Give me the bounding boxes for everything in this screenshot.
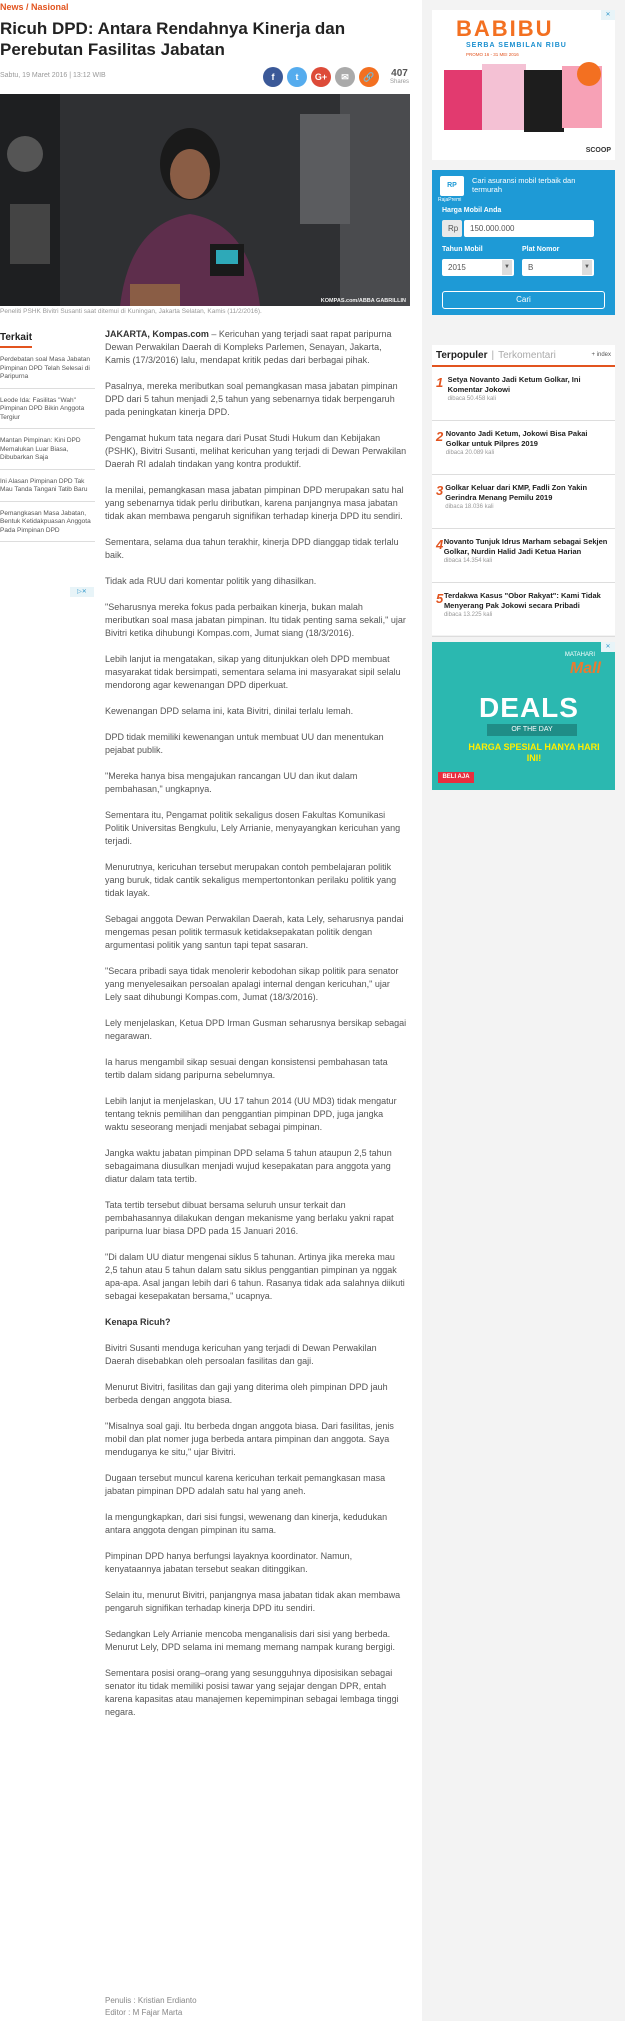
plate-value: B: [528, 263, 534, 272]
popular-item[interactable]: [432, 421, 615, 475]
rajapremi-label: RajaPremi: [438, 197, 462, 203]
share-count-label: Shares: [390, 79, 410, 85]
scoop-logo: SCOOP: [585, 147, 611, 154]
popular-rank: 4: [436, 537, 444, 552]
related-heading: Terkait: [0, 332, 32, 348]
popular-widget: [432, 345, 615, 635]
popular-text: [445, 483, 611, 523]
year-select[interactable]: [442, 259, 514, 276]
editor-credit: Editor : M Fajar Marta: [105, 2008, 183, 2017]
chevron-down-icon: ▼: [502, 260, 512, 275]
article-paragraph: Lely menjelaskan, Ketua DPD Irman Gusman seharusnya bersikap sebagai negarawan.: [105, 1018, 407, 1041]
twitter-share-icon[interactable]: t: [287, 67, 307, 87]
babibu-logo: BABIBU: [456, 16, 554, 41]
article-paragraph: Pasalnya, mereka meributkan soal pemangkasan masa jabatan pimpinan DPD dari 5 tahun menjadi 2,5 tahun yang sebenarnya tidak berpengaruh pada peningkatan kinerja DPD.: [105, 381, 398, 417]
popular-item[interactable]: [432, 529, 615, 583]
article-paragraph: "Secara pribadi saya tidak menolerir kebodohan sikap politik para senator yang menyelesaikan persoalan apalagi internal dengan kericuhan," ujar Lely saat dihubungi Kompas.com, Jumat (18/3/2016).: [105, 966, 399, 1002]
photo-illustration: [0, 94, 410, 306]
ad-close-icon[interactable]: ✕: [601, 10, 615, 20]
article-paragraph: Menurut Bivitri, fasilitas dan gaji yang diterima oleh pimpinan DPD jauh berbeda dengan anggota biasa.: [105, 1382, 388, 1405]
babibu-ad[interactable]: [432, 10, 615, 160]
popular-item[interactable]: [432, 583, 615, 637]
popular-title[interactable]: Terdakwa Kasus "Obor Rakyat": Kami Tidak Menyerang Pak Jokowi secara Pribadi: [443, 591, 601, 610]
related-link[interactable]: Pemangkasan Masa Jabatan, Bentuk Ketidakpuasan Anggota Pada Pimpinan DPD: [0, 502, 95, 543]
article-paragraph: "Seharusnya mereka fokus pada perbaikan kinerja, bukan malah meributkan soal masa jabatan pimpinan. Itu tidak penting sama sekali," ujar Bivitri ketika dihubungi Kompas.com, Jumat siang (18/3/2016).: [105, 602, 406, 638]
photo-credit: KOMPAS.com/ABBA GABRILLIN: [320, 298, 406, 304]
popular-rank: 5: [436, 591, 444, 606]
deals-text: DEALS: [479, 692, 579, 723]
article-body: [105, 328, 407, 1732]
popular-text: [444, 537, 611, 577]
googleplus-share-icon[interactable]: G+: [311, 67, 331, 87]
article-lead: [105, 328, 407, 367]
popular-read-count: dibaca 20.089 kali: [445, 450, 495, 456]
index-link[interactable]: + index: [591, 352, 611, 358]
article-paragraph: Bivitri Susanti menduga kericuhan yang terjadi di Dewan Perwakilan Daerah disebabkan oleh persoalan fasilitas dan gaji.: [105, 1343, 377, 1366]
facebook-share-icon[interactable]: f: [263, 67, 283, 87]
article-paragraph: Kewenangan DPD selama ini, kata Bivitri, dinilai terlalu lemah.: [105, 706, 354, 716]
article-paragraph: Dugaan tersebut muncul karena kericuhan terkait pemangkasan masa jabatan pimpinan DPD adalah satu hal yang aneh.: [105, 1473, 386, 1496]
insurance-headline: Cari asuransi mobil terbaik dan termurah: [472, 176, 576, 194]
search-insurance-button[interactable]: Cari: [442, 291, 605, 309]
article-paragraph: Tata tertib tersebut dibuat bersama seluruh unsur terkait dan pembahasannya dilakukan dengan mekanisme yang berlaku yakni rapat paripurna luar biasa DPD pada 15 Januari 2016.: [105, 1200, 394, 1236]
article-paragraph: Ia harus mengambil sikap sesuai dengan konsistensi pembahasan tata tertib dalam sidang paripurna sebelumnya.: [105, 1057, 388, 1080]
share-count-number: 407: [391, 68, 408, 79]
popular-text: [448, 375, 611, 415]
article-paragraph: Sementara posisi orang–orang yang sesungguhnya diposisikan sebagai senator itu tidak memiliki posisi tawar yang sejajar dengan DPR, entah karena kapasitas atau manajemen kepemimpinan sebagai lembaga tinggi negara.: [105, 1668, 399, 1717]
writer-credit: Penulis : Kristian Erdianto: [105, 1996, 197, 2005]
article-paragraph: Tidak ada RUU dari komentar politik yang dihasilkan.: [105, 576, 317, 586]
popular-title[interactable]: Setya Novanto Jadi Ketum Golkar, Ini Komentar Jokowi: [447, 375, 581, 394]
popular-item[interactable]: [432, 475, 615, 529]
babibu-promo: PROMO 16 - 31 MEI 2016: [466, 52, 519, 57]
popular-item[interactable]: [432, 367, 615, 421]
popular-read-count: dibaca 14.354 kali: [443, 558, 493, 564]
chevron-down-icon: ▼: [582, 260, 592, 275]
tab-terkomentari[interactable]: Terkomentari: [498, 349, 556, 361]
popular-title[interactable]: Golkar Keluar dari KMP, Fadli Zon Yakin Gerindra Menang Pemilu 2019: [445, 483, 588, 502]
page-title: Ricuh DPD: Antara Rendahnya Kinerja dan Perebutan Fasilitas Jabatan: [0, 19, 346, 59]
right-sidebar: [422, 0, 625, 2021]
article-paragraph: Pimpinan DPD hanya berfungsi layaknya koordinator. Namun, kenyataannya jabatan tersebut seakan ditinggikan.: [105, 1551, 353, 1574]
popular-read-count: dibaca 13.225 kali: [443, 612, 493, 618]
related-link[interactable]: Perdebatan soal Masa Jabatan Pimpinan DPD Telah Selesai di Paripurna: [0, 348, 95, 389]
lead-text: – Kericuhan yang terjadi saat rapat paripurna Dewan Perwakilan Daerah di Kompleks Parlemen, Senayan, Jakarta, Kamis (17/3/2016) lalu, mendapat kritik pedas dari berbagai pihak.: [105, 329, 392, 365]
article-paragraph: "Mereka hanya bisa mengajukan rancangan UU dan ikut dalam pembahasan," ungkapnya.: [105, 771, 358, 794]
price-label: Harga Mobil Anda: [442, 207, 502, 214]
mall-logo: Mall: [569, 660, 601, 677]
article-paragraph: Lebih lanjut ia mengatakan, sikap yang ditunjukkan oleh DPD membuat masyarakat tidak bersimpati, sementara selama ini masyarakat sipil selalu mendorong agar kewenangan DPD diperkuat.: [105, 654, 401, 690]
related-link[interactable]: Mantan Pimpinan: Kini DPD Memalukan Luar Biasa, Dibubarkan Saja: [0, 429, 95, 470]
share-count: [390, 68, 409, 85]
article-paragraph: Sementara itu, Pengamat politik sekaligus dosen Fakultas Komunikasi Politik Universitas Bengkulu, Lely Arrianie, menyayangkan kericuhan yang terjadi.: [105, 810, 401, 846]
breadcrumb[interactable]: News / Nasional: [0, 2, 69, 12]
ad-close-icon[interactable]: ✕: [601, 642, 615, 652]
article-paragraph: Ia menilai, pemangkasan masa jabatan pimpinan DPD merupakan satu hal yang sebenarnya tidak perlu diributkan, karena panjangnya masa jabatan tidak akan membawa pengaruh signifikan terhadap kinerja DPD itu sendiri.: [105, 485, 404, 521]
popular-title[interactable]: Novanto Tunjuk Idrus Marham sebagai Sekjen Golkar, Nurdin Halid Jadi Ketua Harian: [443, 537, 608, 556]
article-paragraph: Sebagai anggota Dewan Perwakilan Daerah, kata Lely, seharusnya pandai mengemas pesan politik termasuk ketidaksepakatan politik dengan argumentasi politik yang santun tapi tepat sasaran.: [105, 914, 404, 950]
of-the-day-text: OF THE DAY: [487, 724, 577, 736]
popular-text: [446, 429, 611, 469]
related-link[interactable]: Ini Alasan Pimpinan DPD Tak Mau Tanda Tangani Tatib Baru: [0, 470, 95, 502]
article-paragraph: Lebih lanjut ia menjelaskan, UU 17 tahun 2014 (UU MD3) tidak mengatur tentang teknis pemilihan dan penggantian pimpinan DPD, juga jangka waktu seseorang menjadi menjabat sebagai pimpinan.: [105, 1096, 397, 1132]
article-paragraph: Selain itu, menurut Bivitri, panjangnya masa jabatan tidak akan membawa pengaruh signifikan terhadap kinerja DPD itu sendiri.: [105, 1590, 401, 1613]
plate-label: Plat Nomor: [522, 246, 560, 253]
popular-read-count: dibaca 18.036 kali: [445, 504, 494, 510]
share-buttons: [263, 67, 379, 87]
related-link[interactable]: Leode Ida: Fasilitas "Wah" Pimpinan DPD Bikin Anggota Tergiur: [0, 389, 95, 430]
article-credits: [105, 1995, 197, 2019]
article-paragraph: "Di dalam UU diatur mengenai siklus 5 tahunan. Artinya jika mereka mau 2,5 tahun atau 5 tahun dalam satu siklus penggantian pimpinan ya nggak apa-apa. Asal jangan lebih dari 6 tahun. Rasanya tidak ada salahnya diikuti sebagai kesepakatan bersama," ucapnya.: [105, 1252, 405, 1301]
popular-title[interactable]: Novanto Jadi Ketum, Jokowi Bisa Pakai Golkar untuk Pilpres 2019: [445, 429, 588, 448]
article-paragraph: "Misalnya soal gaji. Itu berbeda dngan anggota biasa. Dari fasilitas, jenis mobil dan plat nomer juga berbeda antara pimpinan dan anggota. Saya menduganya ke situ," ujar Bivitri.: [105, 1421, 394, 1457]
popular-rank: 3: [436, 483, 444, 498]
special-price-text: HARGA SPESIAL HANYA HARI INI!: [468, 742, 600, 763]
popular-read-count: dibaca 50.458 kali: [447, 396, 496, 402]
rajapremi-logo: RP: [440, 176, 464, 196]
popular-text: [444, 591, 611, 631]
popular-tabs: [432, 345, 615, 367]
subheading: Kenapa Ricuh?: [105, 1317, 171, 1327]
plate-select[interactable]: [522, 259, 594, 276]
dateline: JAKARTA, Kompas.com: [105, 329, 209, 339]
link-share-icon[interactable]: 🔗: [359, 67, 379, 87]
email-share-icon[interactable]: ✉: [335, 67, 355, 87]
currency-prefix: Rp: [442, 220, 462, 237]
article-paragraph: Pengamat hukum tata negara dari Pusat Studi Hukum dan Kebijakan (PSHK), Bivitri Susanti, melihat kericuhan yang terjadi di Dewan Perwakilan Daerah RI adalah tindakan yang kontra produktif.: [105, 433, 407, 469]
price-input[interactable]: 150.000.000: [464, 220, 594, 237]
insurance-widget: [432, 170, 615, 315]
article-paragraph: Jangka waktu jabatan pimpinan DPD selama 5 tahun ataupun 2,5 tahun sebagaimana diusulkan menjadi wujud kesepakatan para anggota yang diatur dalam tata tertib.: [105, 1148, 392, 1184]
ad-choices-icon[interactable]: ▷✕: [70, 587, 94, 597]
article-paragraph: Sementara, selama dua tahun terakhir, kinerja DPD dianggap tidak terlalu baik.: [105, 537, 399, 560]
year-value: 2015: [448, 263, 466, 272]
publish-date: Sabtu, 19 Maret 2016 | 13:12 WIB: [0, 72, 106, 79]
buy-now-button[interactable]: BELI AJA: [438, 772, 474, 783]
article-photo: [0, 94, 410, 306]
article-paragraph: Menurutnya, kericuhan tersebut merupakan contoh pembelajaran politik yang buruk, tidak cantik sekaligus mempertontonkan perilaku politik yang tidak layak.: [105, 862, 397, 898]
magazine-covers-image: [444, 60, 604, 138]
tab-separator: |: [491, 349, 495, 361]
popular-rank: 1: [436, 375, 444, 390]
babibu-tagline: SERBA SEMBILAN RIBU: [466, 42, 567, 49]
tab-terpopuler[interactable]: Terpopuler: [436, 349, 488, 361]
matahari-label: MATAHARI: [564, 652, 595, 658]
photo-caption: Peneliti PSHK Bivitri Susanti saat ditemui di Kuningan, Jakarta Selatan, Kamis (11/2/2016).: [0, 308, 262, 315]
article-paragraph: Sedangkan Lely Arrianie mencoba menganalisis dari sisi yang berbeda. Menurut Lely, DPD selama ini memang memang nampak kurang bergigi.: [105, 1629, 395, 1652]
popular-rank: 2: [436, 429, 444, 444]
year-label: Tahun Mobil: [442, 246, 483, 253]
related-articles: [0, 327, 95, 542]
mall-ad[interactable]: [432, 642, 615, 790]
article-paragraph: Ia mengungkapkan, dari sisi fungsi, wewenang dan kinerja, kedudukan antara anggota dengan pimpinan itu sama.: [105, 1512, 388, 1535]
article-paragraph: DPD tidak memiliki kewenangan untuk membuat UU dan menentukan pejabat publik.: [105, 732, 384, 755]
